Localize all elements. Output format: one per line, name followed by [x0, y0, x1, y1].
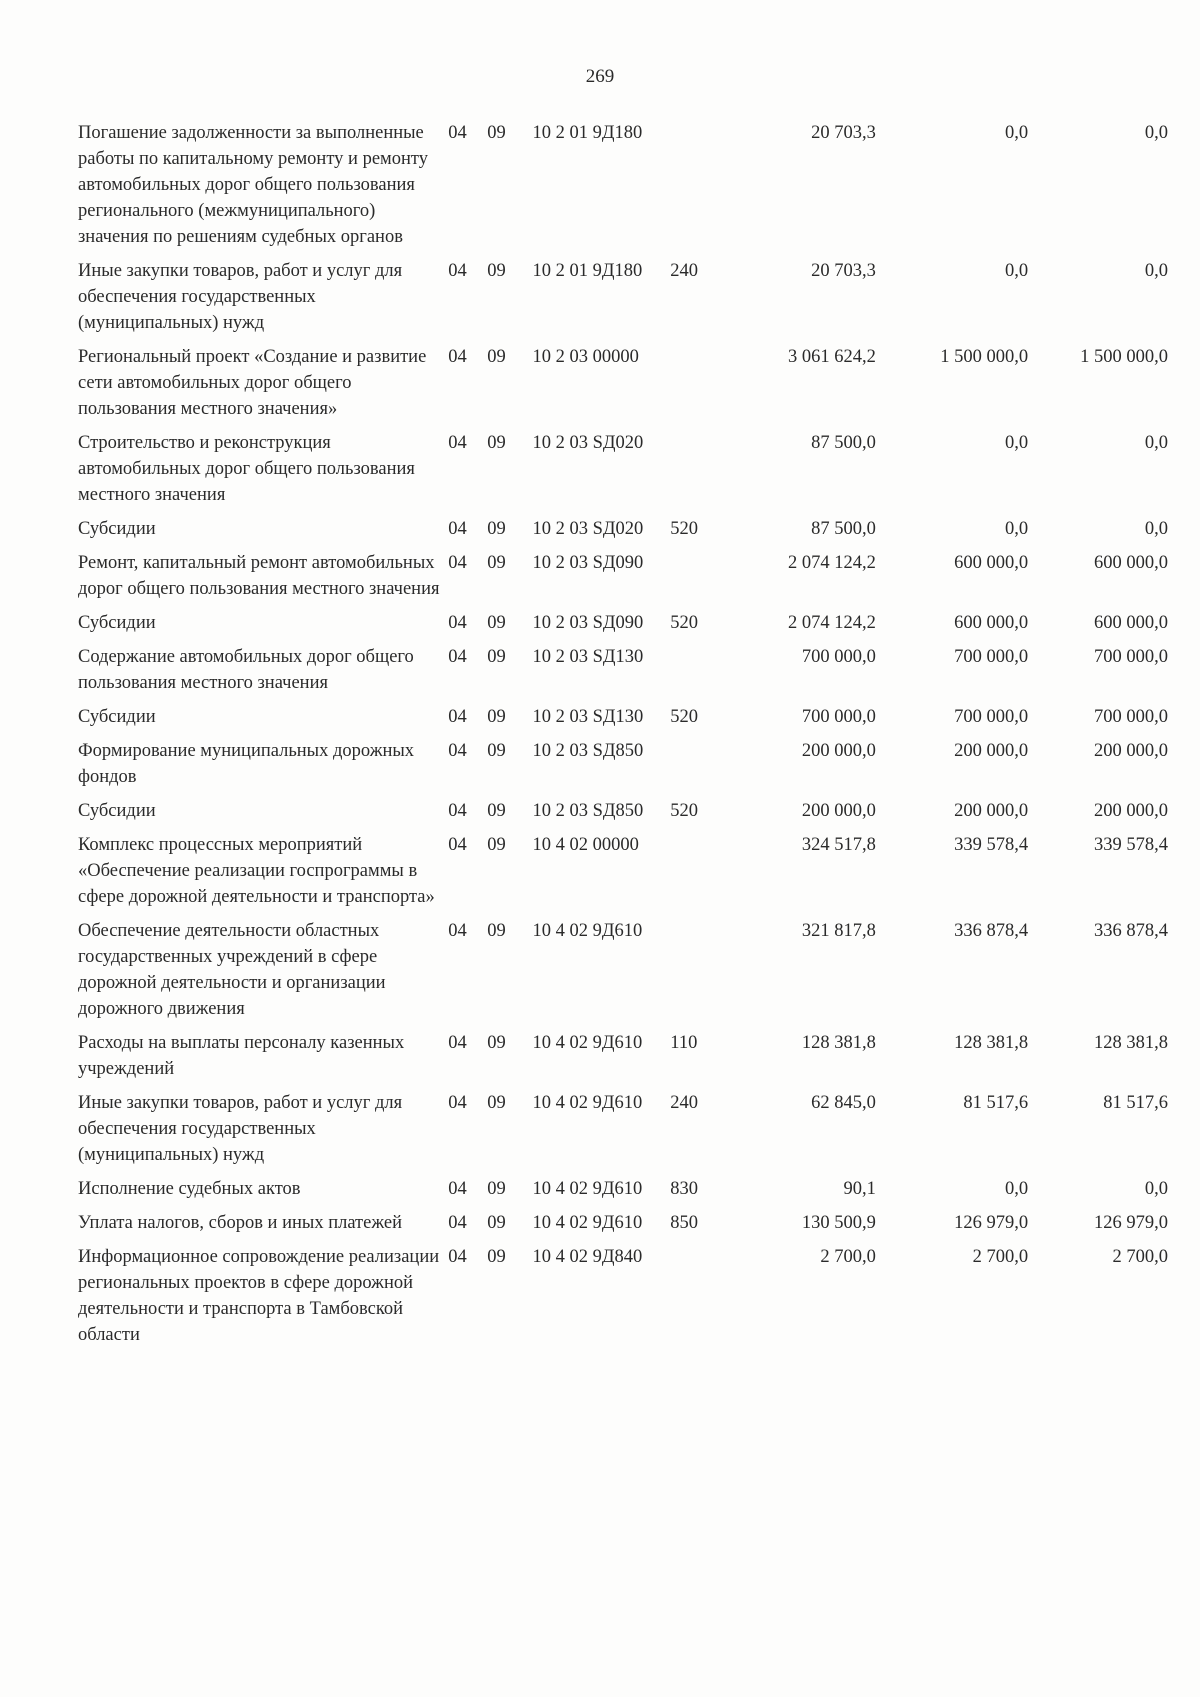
subsection-code: 09 [487, 553, 506, 573]
target-article-code: 10 4 02 9Д610 [532, 1179, 643, 1199]
section-code: 04 [448, 433, 467, 453]
amount-year-2: 0,0 [1004, 433, 1029, 453]
expense-type-code: 240 [670, 261, 699, 281]
expense-name: Субсидии [78, 613, 156, 633]
amount-year-2: 600 000,0 [954, 553, 1029, 573]
amount-year-2: 339 578,4 [954, 835, 1029, 855]
expense-name: Ремонт, капитальный ремонт автомобильных дорог общего пользования местного значения [78, 553, 440, 599]
expense-type-code: 830 [670, 1179, 699, 1199]
target-article-code: 10 4 02 00000 [532, 835, 639, 855]
amount-year-2: 0,0 [1004, 1179, 1029, 1199]
amount-year-2: 600 000,0 [954, 613, 1029, 633]
target-article-code: 10 2 03 SД090 [532, 553, 644, 573]
subsection-code: 09 [487, 1033, 506, 1053]
expense-name: Обеспечение деятельности областных государственных учреждений в сфере дорожной деятельности и организации дорожного движения [78, 921, 386, 1019]
amount-year-1: 321 817,8 [801, 921, 876, 941]
subsection-code: 09 [487, 123, 506, 143]
amount-year-1: 324 517,8 [801, 835, 876, 855]
section-code: 04 [448, 1213, 467, 1233]
table-row [78, 704, 1168, 738]
subsection-code: 09 [487, 1247, 506, 1267]
table-row [78, 644, 1168, 704]
subsection-code: 09 [487, 741, 506, 761]
amount-year-2: 336 878,4 [954, 921, 1029, 941]
section-code: 04 [448, 1179, 467, 1199]
amount-year-1: 87 500,0 [811, 433, 876, 453]
amount-year-1: 20 703,3 [811, 261, 876, 281]
amount-year-1: 62 845,0 [811, 1093, 876, 1113]
subsection-code: 09 [487, 1213, 506, 1233]
expense-type-code: 520 [670, 801, 699, 821]
target-article-code: 10 2 03 SД090 [532, 613, 644, 633]
amount-year-3: 1 500 000,0 [1080, 347, 1168, 367]
target-article-code: 10 2 03 00000 [532, 347, 639, 367]
expense-name: Региональный проект «Создание и развитие сети автомобильных дорог общего пользования местного значения» [78, 347, 427, 419]
expense-type-code: 520 [670, 519, 699, 539]
amount-year-2: 81 517,6 [963, 1093, 1029, 1113]
table-row [78, 1176, 1168, 1210]
expense-name: Субсидии [78, 707, 156, 727]
expense-name: Комплекс процессных мероприятий «Обеспечение реализации госпрограммы в сфере дорожной деятельности и транспорта» [78, 835, 435, 907]
expense-name: Иные закупки товаров, работ и услуг для обеспечения государственных (муниципальных) нужд [78, 261, 403, 333]
subsection-code: 09 [487, 1093, 506, 1113]
expense-name: Строительство и реконструкция автомобильных дорог общего пользования местного значения [78, 433, 415, 505]
amount-year-3: 0,0 [1144, 261, 1168, 281]
amount-year-1: 2 700,0 [820, 1247, 876, 1267]
table-row [78, 738, 1168, 798]
expense-name: Расходы на выплаты персоналу казенных учреждений [78, 1033, 405, 1079]
amount-year-2: 128 381,8 [954, 1033, 1029, 1053]
amount-year-3: 600 000,0 [1094, 613, 1168, 633]
amount-year-2: 126 979,0 [954, 1213, 1029, 1233]
amount-year-1: 2 074 124,2 [788, 613, 876, 633]
amount-year-3: 700 000,0 [1094, 647, 1168, 667]
target-article-code: 10 4 02 9Д610 [532, 1033, 643, 1053]
target-article-code: 10 4 02 9Д840 [532, 1247, 643, 1267]
amount-year-2: 2 700,0 [972, 1247, 1029, 1267]
amount-year-3: 200 000,0 [1094, 801, 1168, 821]
expense-type-code [670, 738, 719, 798]
target-article-code: 10 2 03 SД850 [532, 741, 644, 761]
subsection-code: 09 [487, 433, 506, 453]
target-article-code: 10 2 03 SД130 [532, 647, 644, 667]
amount-year-3: 128 381,8 [1094, 1033, 1168, 1053]
table-row [78, 516, 1168, 550]
section-code: 04 [448, 741, 467, 761]
subsection-code: 09 [487, 261, 506, 281]
amount-year-3: 200 000,0 [1094, 741, 1168, 761]
section-code: 04 [448, 1247, 467, 1267]
expense-type-code [670, 918, 719, 1030]
expense-type-code: 110 [670, 1033, 698, 1053]
amount-year-1: 130 500,9 [801, 1213, 876, 1233]
amount-year-2: 700 000,0 [954, 647, 1029, 667]
amount-year-3: 2 700,0 [1112, 1247, 1168, 1267]
table-row [78, 120, 1168, 258]
expense-type-code: 520 [670, 613, 699, 633]
expense-type-code [670, 832, 719, 918]
amount-year-1: 700 000,0 [801, 707, 876, 727]
section-code: 04 [448, 835, 467, 855]
section-code: 04 [448, 1093, 467, 1113]
expense-name: Формирование муниципальных дорожных фондов [78, 741, 415, 787]
expense-type-code: 520 [670, 707, 699, 727]
target-article-code: 10 4 02 9Д610 [532, 1093, 643, 1113]
section-code: 04 [448, 647, 467, 667]
subsection-code: 09 [487, 347, 506, 367]
page-number: 269 [585, 66, 615, 87]
subsection-code: 09 [487, 1179, 506, 1199]
amount-year-1: 700 000,0 [801, 647, 876, 667]
table-row [78, 430, 1168, 516]
amount-year-1: 20 703,3 [811, 123, 876, 143]
expense-type-code [670, 344, 719, 430]
expense-name: Информационное сопровождение реализации региональных проектов в сфере дорожной деятельности и транспорта в Тамбовской области [78, 1247, 440, 1345]
expense-name: Иные закупки товаров, работ и услуг для обеспечения государственных (муниципальных) нужд [78, 1093, 403, 1165]
section-code: 04 [448, 261, 467, 281]
amount-year-3: 0,0 [1144, 123, 1168, 143]
amount-year-3: 700 000,0 [1094, 707, 1168, 727]
subsection-code: 09 [487, 707, 506, 727]
expense-name: Уплата налогов, сборов и иных платежей [78, 1213, 403, 1233]
amount-year-1: 90,1 [843, 1179, 876, 1199]
target-article-code: 10 2 03 SД850 [532, 801, 644, 821]
subsection-code: 09 [487, 835, 506, 855]
subsection-code: 09 [487, 801, 506, 821]
subsection-code: 09 [487, 921, 506, 941]
section-code: 04 [448, 519, 467, 539]
table-row [78, 610, 1168, 644]
expense-name: Содержание автомобильных дорог общего пользования местного значения [78, 647, 414, 693]
table-row [78, 344, 1168, 430]
expense-name: Субсидии [78, 801, 156, 821]
amount-year-1: 200 000,0 [801, 801, 876, 821]
amount-year-2: 0,0 [1004, 261, 1029, 281]
expense-name: Субсидии [78, 519, 156, 539]
amount-year-3: 339 578,4 [1094, 835, 1168, 855]
table-row [78, 258, 1168, 344]
subsection-code: 09 [487, 647, 506, 667]
expense-type-code [670, 1244, 719, 1356]
target-article-code: 10 2 03 SД020 [532, 519, 644, 539]
amount-year-1: 2 074 124,2 [788, 553, 876, 573]
amount-year-3: 336 878,4 [1094, 921, 1168, 941]
target-article-code: 10 4 02 9Д610 [532, 1213, 643, 1233]
amount-year-3: 0,0 [1144, 433, 1168, 453]
amount-year-3: 126 979,0 [1094, 1213, 1168, 1233]
table-row [78, 1090, 1168, 1176]
section-code: 04 [448, 1033, 467, 1053]
amount-year-3: 0,0 [1144, 519, 1168, 539]
section-code: 04 [448, 553, 467, 573]
section-code: 04 [448, 801, 467, 821]
amount-year-2: 0,0 [1004, 519, 1029, 539]
expense-type-code [670, 120, 719, 258]
target-article-code: 10 2 03 SД130 [532, 707, 644, 727]
section-code: 04 [448, 347, 467, 367]
amount-year-1: 3 061 624,2 [788, 347, 876, 367]
target-article-code: 10 4 02 9Д610 [532, 921, 643, 941]
target-article-code: 10 2 01 9Д180 [532, 261, 643, 281]
expense-name: Исполнение судебных актов [78, 1179, 301, 1199]
subsection-code: 09 [487, 519, 506, 539]
amount-year-2: 700 000,0 [954, 707, 1029, 727]
amount-year-1: 200 000,0 [801, 741, 876, 761]
expense-type-code [670, 430, 719, 516]
table-row [78, 1210, 1168, 1244]
amount-year-3: 600 000,0 [1094, 553, 1168, 573]
table-row [78, 798, 1168, 832]
target-article-code: 10 2 01 9Д180 [532, 123, 643, 143]
section-code: 04 [448, 707, 467, 727]
section-code: 04 [448, 123, 467, 143]
amount-year-2: 200 000,0 [954, 801, 1029, 821]
amount-year-3: 81 517,6 [1103, 1093, 1168, 1113]
expense-type-code: 850 [670, 1213, 699, 1233]
amount-year-1: 87 500,0 [811, 519, 876, 539]
budget-table-body [78, 120, 1168, 1356]
table-row [78, 550, 1168, 610]
table-row [78, 918, 1168, 1030]
budget-table [78, 120, 1168, 1356]
amount-year-2: 1 500 000,0 [940, 347, 1029, 367]
table-row [78, 1030, 1168, 1090]
table-row [78, 1244, 1168, 1356]
section-code: 04 [448, 921, 467, 941]
amount-year-1: 128 381,8 [801, 1033, 876, 1053]
expense-type-code [670, 644, 719, 704]
expense-name: Погашение задолженности за выполненные работы по капитальному ремонту и ремонту автомобильных дорог общего пользования регионального (межмуниципального) значения по решениям судебных органов [78, 123, 428, 247]
expense-type-code [670, 550, 719, 610]
amount-year-2: 0,0 [1004, 123, 1029, 143]
table-row [78, 832, 1168, 918]
subsection-code: 09 [487, 613, 506, 633]
amount-year-3: 0,0 [1144, 1179, 1168, 1199]
target-article-code: 10 2 03 SД020 [532, 433, 644, 453]
expense-type-code: 240 [670, 1093, 699, 1113]
amount-year-2: 200 000,0 [954, 741, 1029, 761]
section-code: 04 [448, 613, 467, 633]
